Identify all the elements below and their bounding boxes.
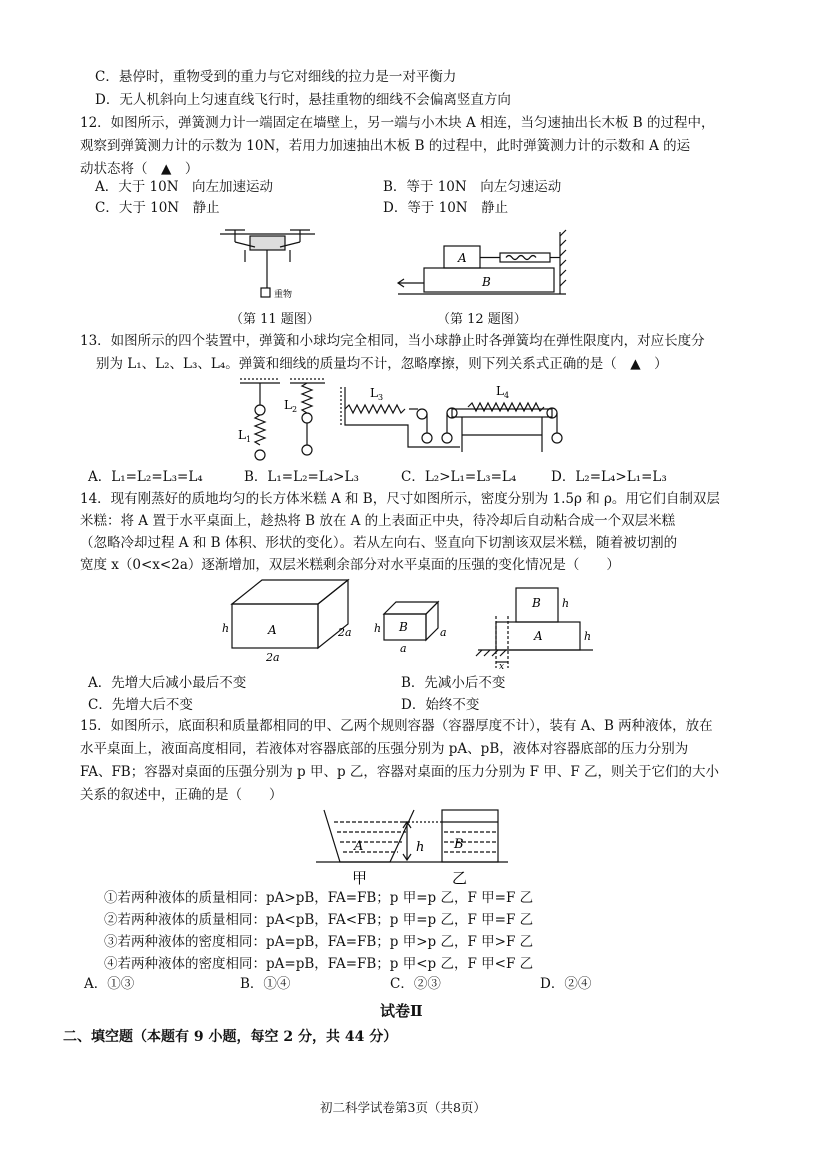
q15-stem-line4: 关系的叙述中，正确的是（ ） xyxy=(80,787,283,803)
q13-option-c: C．L₂>L₁=L₃=L₄ xyxy=(401,469,517,485)
label-x: x xyxy=(499,662,505,670)
q15-stem-line2: 水平桌面上，液面高度相同，若液体对容器底部的压强分别为 pA、pB，液体对容器底部的压力分别为 xyxy=(80,741,689,757)
q15-statement-2: ②若两种液体的质量相同：pA<pB，FA<FB；p 甲=p 乙，F 甲=F 乙 xyxy=(104,912,534,928)
label-h-combined-a: h xyxy=(584,630,592,643)
label-h-b: h xyxy=(374,622,382,635)
q15-option-d: D．②④ xyxy=(540,976,592,992)
q15-statement-3: ③若两种液体的密度相同：pA=pB，FA=FB；p 甲>p 乙，F 甲>F 乙 xyxy=(104,934,534,950)
label-l3-sub: 3 xyxy=(378,393,384,402)
q12-stem-line1: 12．如图所示，弹簧测力计一端固定在墙壁上，另一端与小木块 A 相连，当匀速抽出长木板 B 的过程中， xyxy=(80,115,715,131)
q11-option-c: C．悬停时，重物受到的重力与它对细线的拉力是一对平衡力 xyxy=(95,69,457,85)
figure-13-springs xyxy=(230,377,575,465)
q12-option-d: D．等于 10N 静止 xyxy=(383,200,509,216)
label-l2: L xyxy=(284,398,292,412)
label-h-combined-b: h xyxy=(562,597,570,610)
label-a-block: A xyxy=(268,623,277,637)
label-l4-sub: 4 xyxy=(504,391,510,400)
label-l3: L xyxy=(370,386,378,400)
paper-2-title: 试卷Ⅱ xyxy=(380,1002,423,1020)
figure-15-containers xyxy=(312,806,512,888)
q15-statement-1: ①若两种液体的质量相同：pA>pB，FA=FB；p 甲=p 乙，F 甲=F 乙 xyxy=(104,890,534,906)
q12-option-c: C．大于 10N 静止 xyxy=(95,200,220,216)
q14-stem-line4: 宽度 x（0<x<2a）逐渐增加，双层米糕剩余部分对水平桌面的压强的变化情况是（ ） xyxy=(80,557,620,573)
q12-option-a: A．大于 10N 向左加速运动 xyxy=(95,179,274,195)
section-2-heading: 二、填空题（本题有 9 小题，每空 2 分，共 44 分） xyxy=(63,1029,398,1045)
label-container-jia: 甲 xyxy=(352,869,368,887)
caption-figure-12: （第 12 题图） xyxy=(437,312,527,327)
q15-option-c: C．②③ xyxy=(390,976,441,992)
q15-option-b: B．①④ xyxy=(240,976,291,992)
label-2a-width: 2a xyxy=(266,651,280,664)
q14-stem-line3: （忽略冷却过程 A 和 B 体积、形状的变化）。若从左向右、竖直向下切割该双层米糕，随着被切割的 xyxy=(80,535,678,551)
q14-option-b: B．先减小后不变 xyxy=(401,675,506,691)
q13-option-b: B．L₁=L₂=L₄>L₃ xyxy=(244,469,359,485)
caption-figure-11: （第 11 题图） xyxy=(230,312,320,327)
figure-11-drone xyxy=(215,222,320,304)
label-b-combined: B xyxy=(532,596,541,610)
label-container-yi: 乙 xyxy=(452,869,468,887)
label-a-depth: a xyxy=(440,626,447,639)
q14-stem-line2: 米糕：将 A 置于水平桌面上，趁热将 B 放在 A 的上表面正中央，待冷却后自动粘合成一个双层米糕 xyxy=(80,513,676,529)
q15-stem-line1: 15．如图所示，底面积和质量都相同的甲、乙两个规则容器（容器厚度不计），装有 A、B 两种液体，放在 xyxy=(80,718,713,734)
label-liquid-b: B xyxy=(454,837,464,852)
block-a-label: A xyxy=(458,251,467,265)
q12-stem-line2: 观察到弹簧测力计的示数为 10N，若用力加速抽出木板 B 的过程中，此时弹簧测力计的示数和 A 的运 xyxy=(80,138,691,154)
block-b-label: B xyxy=(482,275,491,289)
q13-option-a: A．L₁=L₂=L₃=L₄ xyxy=(88,469,203,485)
q12-stem-line3: 动状态将（ ▲ ） xyxy=(80,161,199,177)
q14-option-d: D．始终不变 xyxy=(401,697,480,713)
q14-option-a: A．先增大后减小最后不变 xyxy=(88,675,247,691)
label-l1: L xyxy=(238,428,246,442)
label-l1-sub: 1 xyxy=(246,435,252,444)
q11-option-d: D．无人机斜向上匀速直线飞行时，悬挂重物的细线不会偏离竖直方向 xyxy=(95,92,511,108)
q12-option-b: B．等于 10N 向左匀速运动 xyxy=(383,179,562,195)
q14-option-c: C．先增大后不变 xyxy=(88,697,193,713)
label-l2-sub: 2 xyxy=(292,405,298,414)
q13-option-d: D．L₂=L₄>L₁=L₃ xyxy=(551,469,667,485)
label-b-block: B xyxy=(399,620,408,634)
label-a-combined: A xyxy=(534,629,543,643)
q13-stem-line1: 13．如图所示的四个装置中，弹簧和小球均完全相同，当小球静止时各弹簧均在弹性限度内，对应长度分 xyxy=(80,333,705,349)
label-h-a: h xyxy=(222,622,230,635)
q15-stem-line3: FA、FB；容器对桌面的压强分别为 p 甲、p 乙，容器对桌面的压力分别为 F 甲、F 乙，则关于它们的大小 xyxy=(80,764,719,780)
q15-statement-4: ④若两种液体的密度相同：pA=pB，FA=FB；p 甲<p 乙，F 甲<F 乙 xyxy=(104,956,534,972)
q14-stem-line1: 14．现有刚蒸好的质地均匀的长方体米糕 A 和 B，尺寸如图所示，密度分别为 1.5ρ 和 ρ。用它们自制双层 xyxy=(80,491,720,507)
label-l4: L xyxy=(496,384,504,398)
weight-label: 重物 xyxy=(274,290,293,300)
figure-14-rice-cakes xyxy=(218,576,598,670)
q15-option-a: A．①③ xyxy=(84,976,135,992)
label-a-width: a xyxy=(400,642,407,655)
q13-stem-line2: 别为 L₁、L₂、L₃、L₄。弹簧和细线的质量均不计，忽略摩擦，则下列关系式正确的是（ ▲ ） xyxy=(96,356,668,372)
label-liquid-a: A xyxy=(354,839,364,854)
label-height-h: h xyxy=(416,840,425,855)
figure-12-blocks xyxy=(388,228,568,300)
page-footer: 初二科学试卷第3页（共8页） xyxy=(320,1100,486,1115)
label-2a-depth: 2a xyxy=(338,626,352,639)
